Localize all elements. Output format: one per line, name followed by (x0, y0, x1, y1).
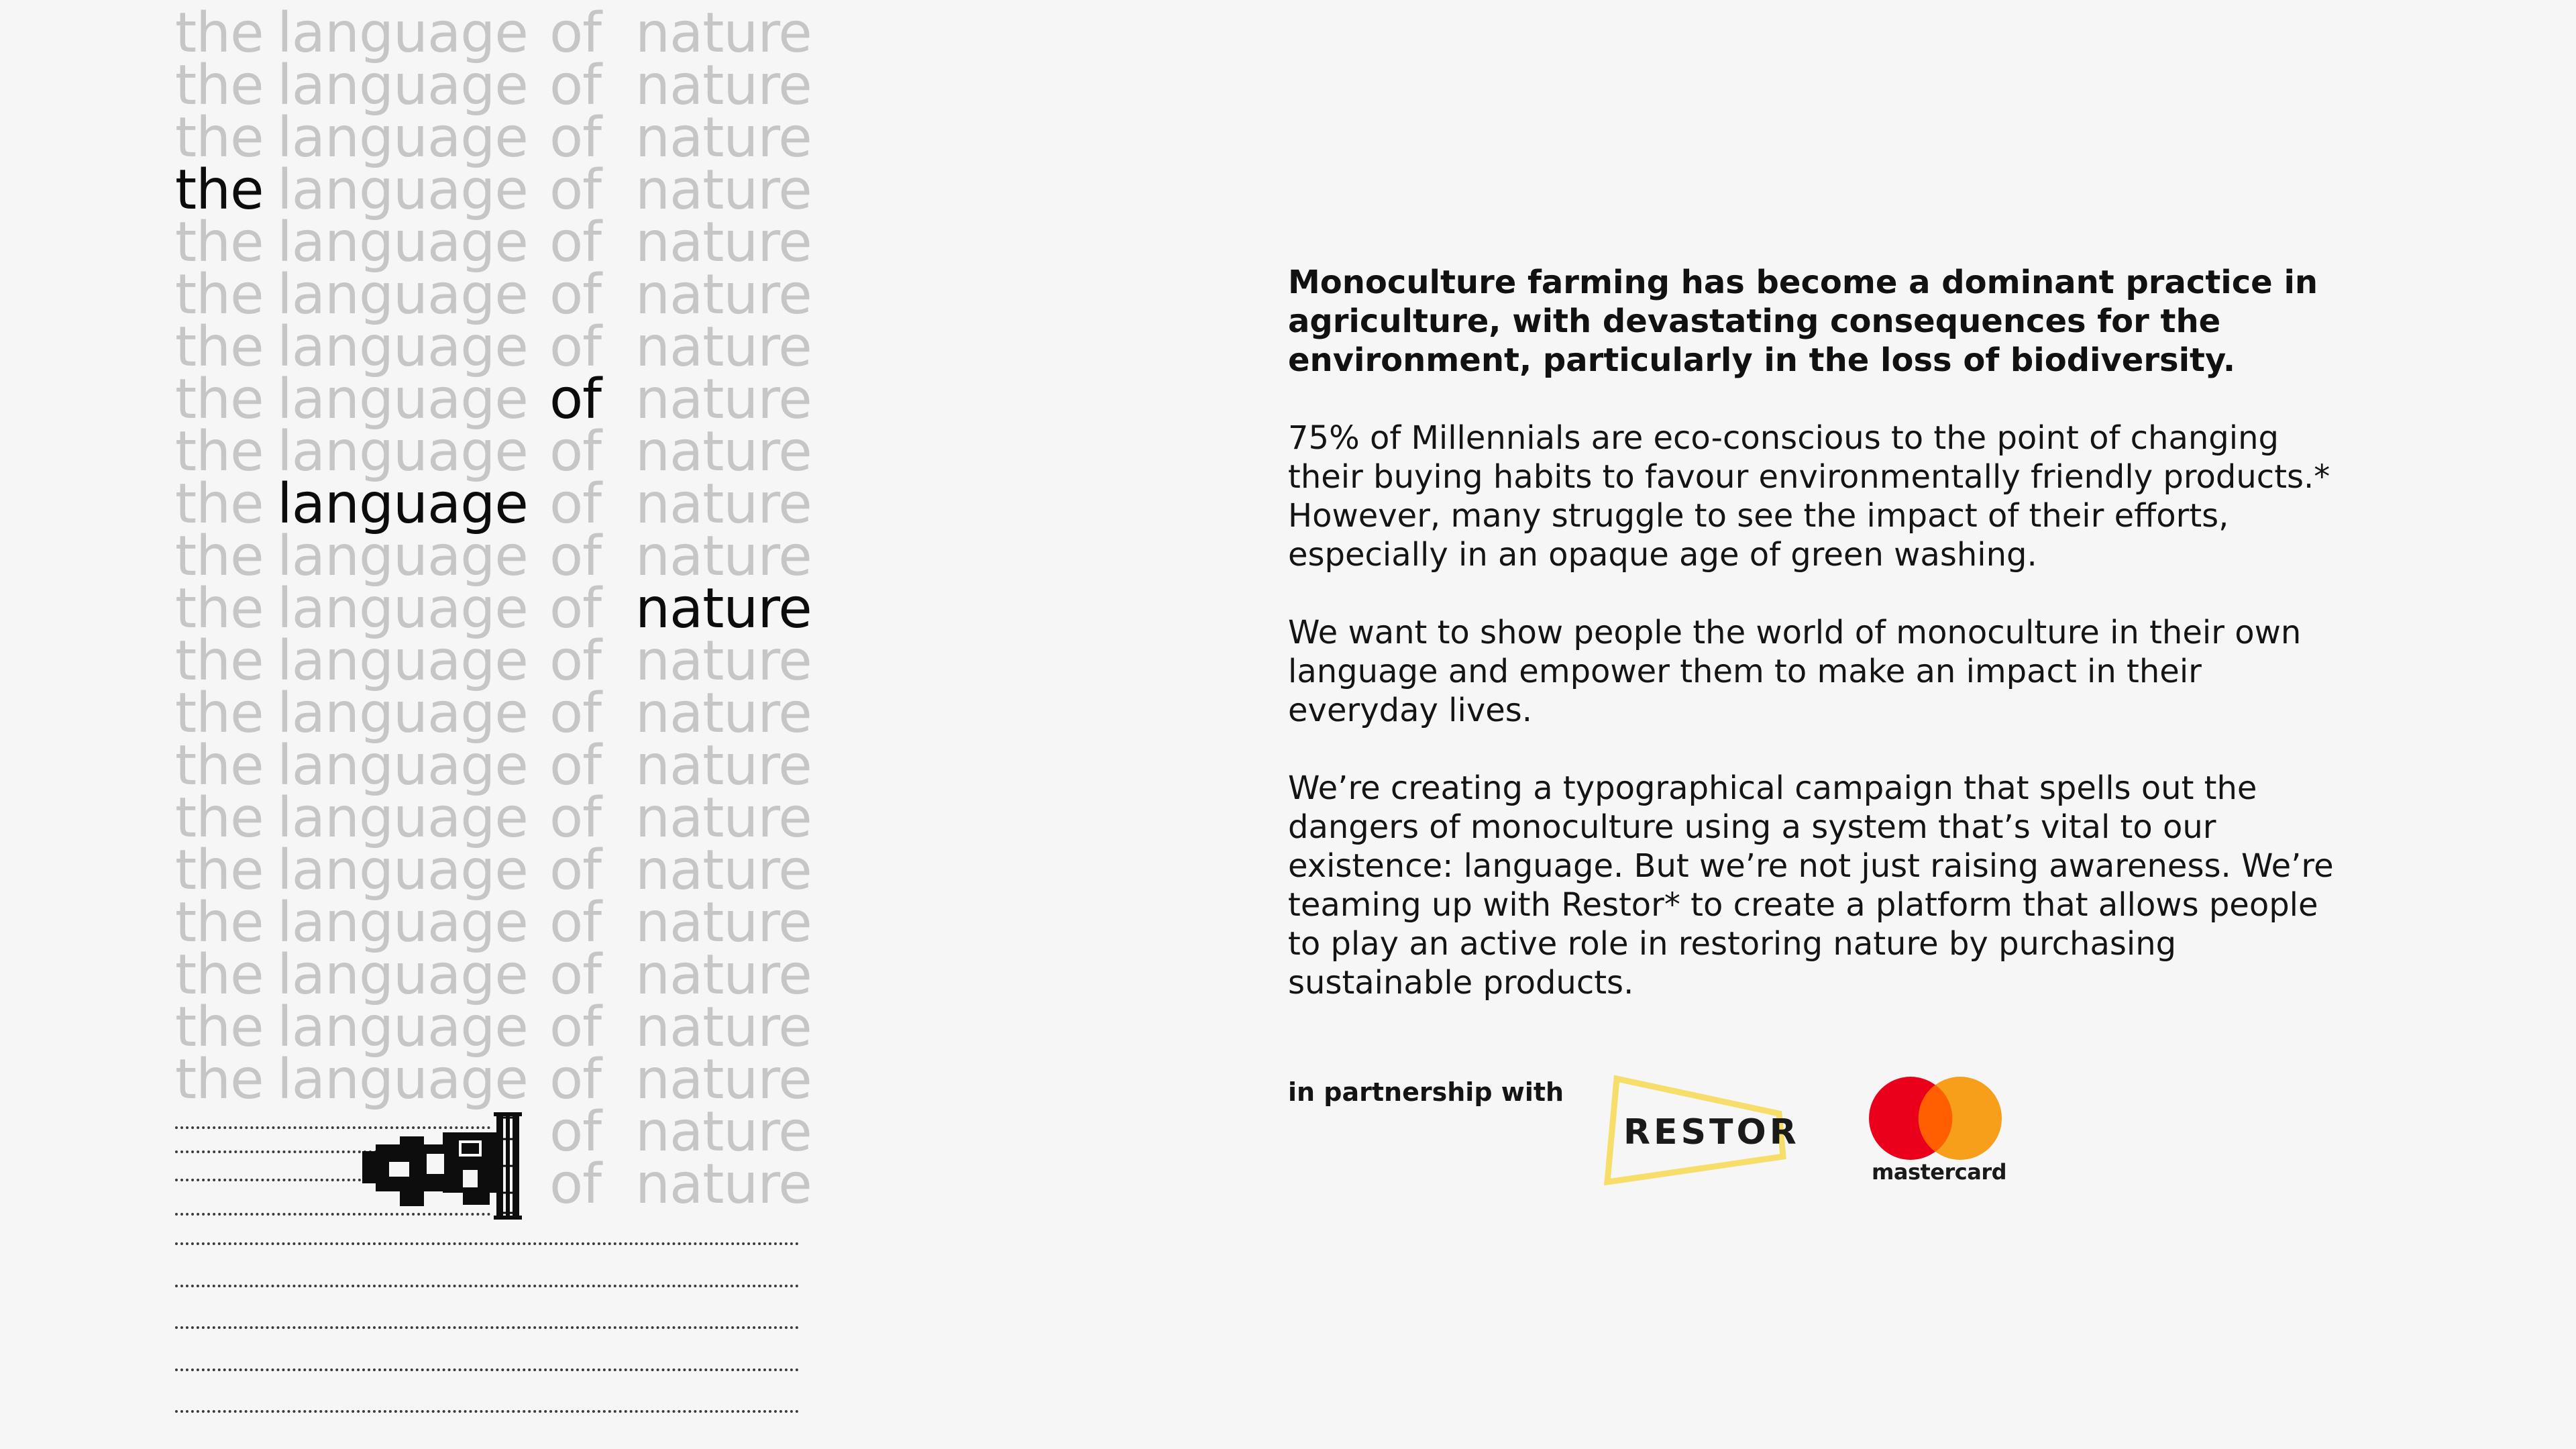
word-nature: nature (635, 368, 812, 431)
word-language: language (277, 996, 528, 1059)
word-language-highlighted: language (277, 472, 528, 536)
word-of: of (549, 996, 602, 1059)
word-nature-highlighted: nature (635, 577, 812, 641)
word-language: language (277, 629, 528, 693)
word-the: the (175, 1, 264, 65)
word-nature: nature (635, 682, 812, 745)
word-of: of (549, 54, 602, 117)
harvested-row (175, 1285, 799, 1287)
phrase-row (175, 106, 819, 170)
word-language: language (277, 943, 528, 1007)
word-nature: nature (635, 629, 812, 693)
word-the: the (175, 263, 264, 327)
word-of: of (549, 786, 602, 850)
word-of: of (549, 420, 602, 484)
word-language: language (277, 106, 528, 170)
word-of: of (549, 943, 602, 1007)
word-language: language (277, 786, 528, 850)
phrase-row (175, 682, 819, 745)
word-language: language (277, 263, 528, 327)
phrase-row (175, 786, 819, 850)
phrase-row (175, 368, 819, 431)
word-the: the (175, 682, 264, 745)
word-of: of (549, 525, 602, 588)
word-language: language (277, 368, 528, 431)
phrase-row (175, 472, 819, 536)
phrase-row (175, 996, 819, 1059)
word-of: of (549, 1100, 602, 1164)
combine-harvester-icon (362, 1112, 527, 1220)
word-language: language (277, 211, 528, 274)
harvested-row (175, 1368, 799, 1371)
word-language: language (277, 158, 528, 222)
word-language: language (277, 54, 528, 117)
phrase-row (175, 211, 819, 274)
word-grid (175, 0, 819, 1216)
word-nature: nature (635, 943, 812, 1007)
phrase-row (175, 629, 819, 693)
word-the-highlighted: the (175, 158, 264, 222)
word-of: of (549, 315, 602, 379)
word-of: of (549, 891, 602, 955)
word-nature: nature (635, 420, 812, 484)
word-nature: nature (635, 996, 812, 1059)
word-of: of (549, 629, 602, 693)
word-the: the (175, 106, 264, 170)
word-the: the (175, 54, 264, 117)
phrase-row (175, 734, 819, 798)
word-the: the (175, 472, 264, 536)
word-nature: nature (635, 891, 812, 955)
word-nature: nature (635, 525, 812, 588)
word-of: of (549, 1048, 602, 1112)
word-language: language (277, 525, 528, 588)
word-nature: nature (635, 786, 812, 850)
word-language: language (277, 315, 528, 379)
harvested-row (175, 1326, 799, 1329)
phrase-row (175, 943, 819, 1007)
phrase-row (175, 158, 819, 222)
phrase-row (175, 1048, 819, 1112)
word-of: of (549, 839, 602, 902)
word-the: the (175, 786, 264, 850)
word-the: the (175, 839, 264, 902)
word-nature: nature (635, 839, 812, 902)
word-nature: nature (635, 315, 812, 379)
word-nature: nature (635, 1100, 812, 1164)
phrase-row (175, 263, 819, 327)
word-nature: nature (635, 472, 812, 536)
phrase-row (175, 891, 819, 955)
word-the: the (175, 577, 264, 641)
word-of: of (549, 734, 602, 798)
word-of: of (549, 577, 602, 641)
campaign-copy (1288, 263, 2334, 1041)
campaign-paragraph: We’re creating a typographical campaign that spells out the dangers of monoculture using a system that’s vital to our existence: language. But we’re not just raising awareness. We’re teaming up with Restor* to create a platform that allows people to play an active role in restoring nature by purchasing sustainable products. (1288, 769, 2334, 1002)
phrase-row (175, 839, 819, 902)
word-nature: nature (635, 211, 812, 274)
word-language: language (277, 420, 528, 484)
millennials-paragraph: 75% of Millennials are eco-conscious to the point of changing their buying habits to favour environmentally friendly products.* However, many struggle to see the impact of their efforts, especially in an opaque age of green washing. (1288, 419, 2330, 574)
phrase-row (175, 525, 819, 588)
word-of: of (549, 263, 602, 327)
word-language: language (277, 1048, 528, 1112)
word-of: of (549, 1152, 602, 1216)
lead-statement: Monoculture farming has become a dominant practice in agriculture, with devastating consequences for the environment, particularly in the loss of biodiversity. (1288, 264, 2318, 379)
word-language: language (277, 734, 528, 798)
word-language: language (277, 1, 528, 65)
word-of: of (549, 682, 602, 745)
word-of-highlighted: of (549, 368, 602, 431)
phrase-row (175, 420, 819, 484)
word-nature: nature (635, 263, 812, 327)
phrase-row (175, 54, 819, 117)
word-the: the (175, 368, 264, 431)
word-language: language (277, 577, 528, 641)
word-the: the (175, 525, 264, 588)
mastercard-logo-icon (1865, 1073, 2006, 1164)
phrase-row (175, 1, 819, 65)
word-language: language (277, 891, 528, 955)
word-nature: nature (635, 1, 812, 65)
restor-logo-text: RESTOR (1623, 1112, 1800, 1152)
word-the: the (175, 891, 264, 955)
partnership-label: in partnership with (1288, 1077, 1564, 1107)
word-of: of (549, 472, 602, 536)
phrase-row (175, 577, 819, 641)
word-the: the (175, 211, 264, 274)
harvested-row (175, 1242, 799, 1245)
word-language: language (277, 682, 528, 745)
word-nature: nature (635, 734, 812, 798)
word-of: of (549, 1, 602, 65)
phrase-row (175, 315, 819, 379)
word-the: the (175, 629, 264, 693)
word-the: the (175, 943, 264, 1007)
word-the: the (175, 1048, 264, 1112)
word-of: of (549, 158, 602, 222)
word-the: the (175, 734, 264, 798)
word-of: of (549, 211, 602, 274)
word-the: the (175, 996, 264, 1059)
word-of: of (549, 106, 602, 170)
harvested-row (175, 1410, 799, 1413)
mission-paragraph: We want to show people the world of monoculture in their own language and empower them to make an impact in their everyday lives. (1288, 614, 2302, 729)
word-the: the (175, 420, 264, 484)
word-the: the (175, 315, 264, 379)
mastercard-logo-text: mastercard (1872, 1159, 2007, 1185)
word-nature: nature (635, 1048, 812, 1112)
word-nature: nature (635, 106, 812, 170)
word-nature: nature (635, 1152, 812, 1216)
word-language: language (277, 839, 528, 902)
word-nature: nature (635, 54, 812, 117)
word-nature: nature (635, 158, 812, 222)
